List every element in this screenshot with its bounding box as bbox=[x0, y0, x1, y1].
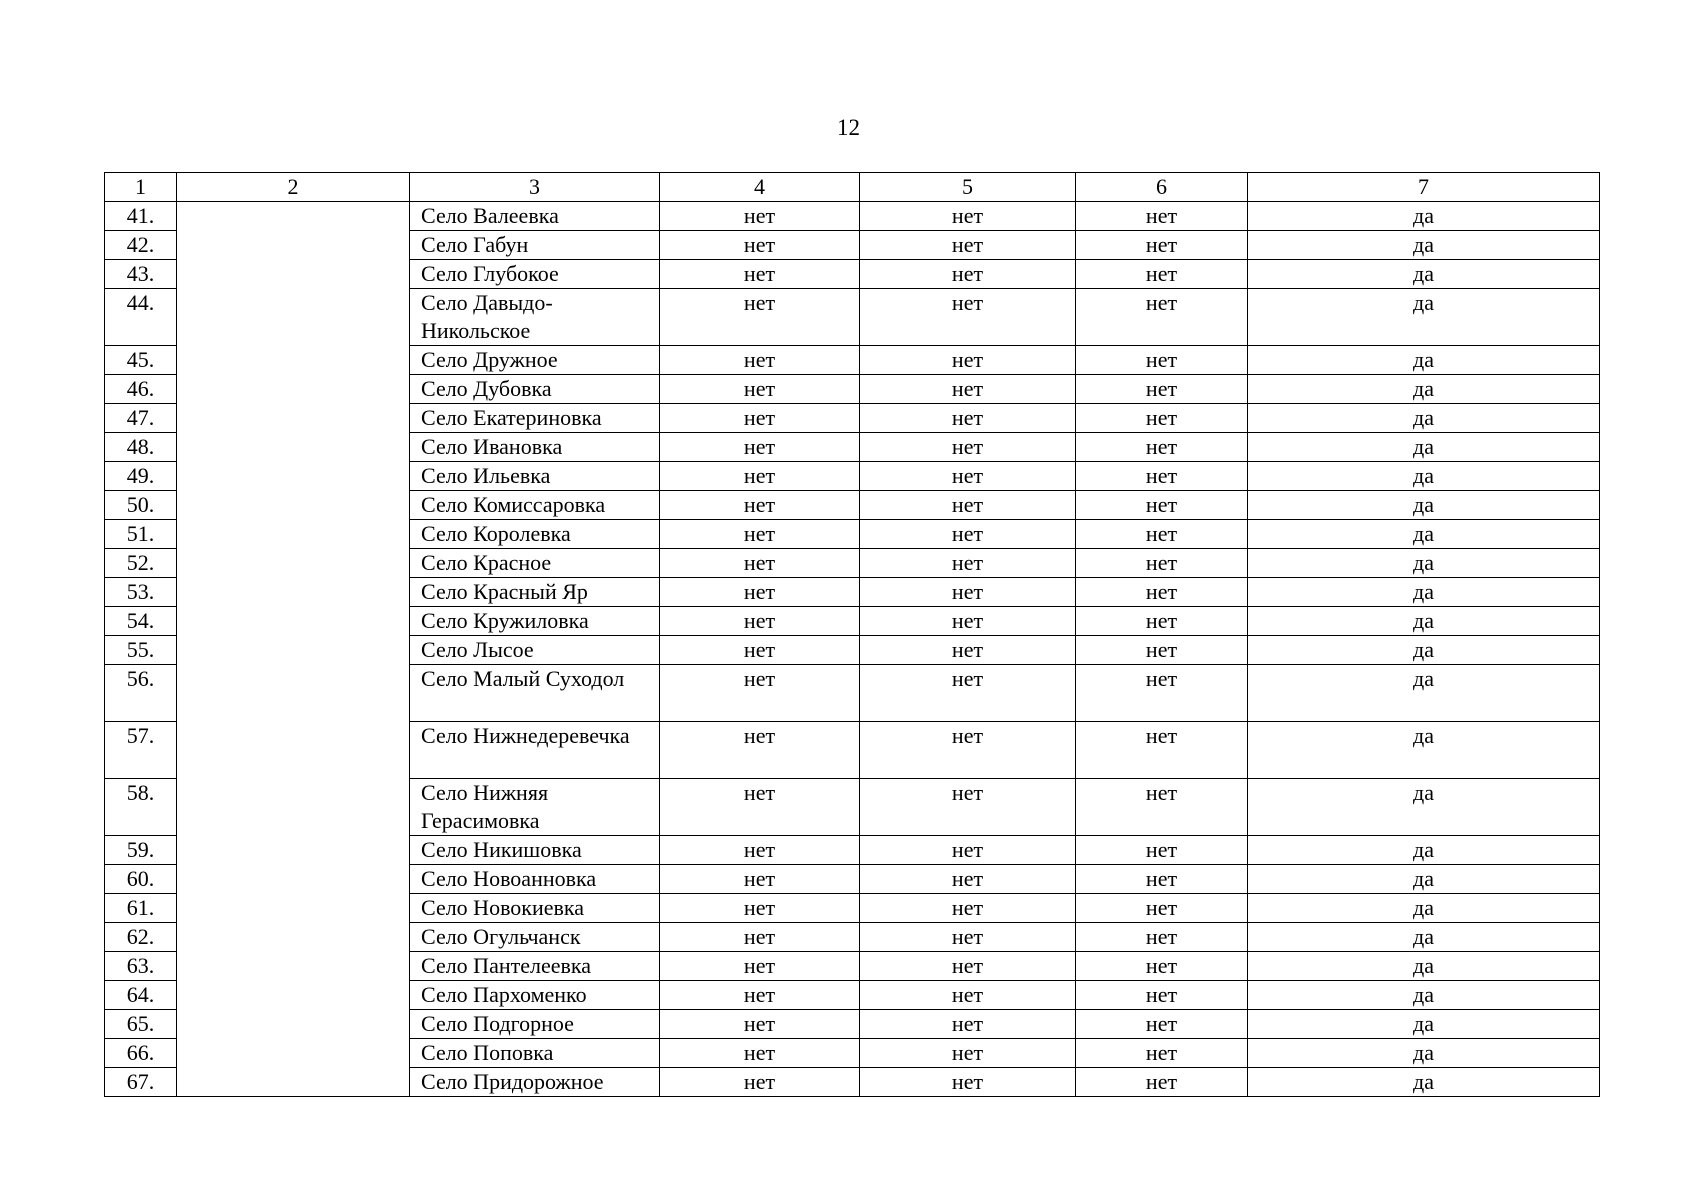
column-6-cell: нет bbox=[1076, 433, 1248, 462]
column-6-cell: нет bbox=[1076, 636, 1248, 665]
settlement-name-cell: Село Дубовка bbox=[410, 375, 660, 404]
column-4-cell: нет bbox=[660, 491, 860, 520]
column-5-cell: нет bbox=[860, 260, 1076, 289]
settlement-name-cell: Село Лысое bbox=[410, 636, 660, 665]
header-col-3: 3 bbox=[410, 173, 660, 202]
settlement-name-cell: Село Дружное bbox=[410, 346, 660, 375]
column-6-cell: нет bbox=[1076, 231, 1248, 260]
settlement-name-cell: Село Придорожное bbox=[410, 1068, 660, 1097]
column-5-cell: нет bbox=[860, 636, 1076, 665]
column-7-cell: да bbox=[1248, 491, 1600, 520]
settlement-name-cell: Село Комиссаровка bbox=[410, 491, 660, 520]
column-6-cell: нет bbox=[1076, 549, 1248, 578]
column-6-cell: нет bbox=[1076, 865, 1248, 894]
column-6-cell: нет bbox=[1076, 346, 1248, 375]
column-4-cell: нет bbox=[660, 578, 860, 607]
settlement-name-cell: Село Ивановка bbox=[410, 433, 660, 462]
column-7-cell: да bbox=[1248, 636, 1600, 665]
header-col-1: 1 bbox=[105, 173, 177, 202]
header-col-6: 6 bbox=[1076, 173, 1248, 202]
settlement-name-cell: Село Ильевка bbox=[410, 462, 660, 491]
settlement-name-cell: Село Подгорное bbox=[410, 1010, 660, 1039]
column-4-cell: нет bbox=[660, 665, 860, 722]
row-number-cell: 43. bbox=[105, 260, 177, 289]
column-4-cell: нет bbox=[660, 433, 860, 462]
column-5-cell: нет bbox=[860, 865, 1076, 894]
column-5-cell: нет bbox=[860, 779, 1076, 836]
column-5-cell: нет bbox=[860, 520, 1076, 549]
row-number-cell: 47. bbox=[105, 404, 177, 433]
column-5-cell: нет bbox=[860, 404, 1076, 433]
column-7-cell: да bbox=[1248, 231, 1600, 260]
column-6-cell: нет bbox=[1076, 722, 1248, 779]
column-4-cell: нет bbox=[660, 231, 860, 260]
column-5-cell: нет bbox=[860, 952, 1076, 981]
column-6-cell: нет bbox=[1076, 520, 1248, 549]
column-7-cell: да bbox=[1248, 202, 1600, 231]
column-4-cell: нет bbox=[660, 1039, 860, 1068]
row-number-cell: 41. bbox=[105, 202, 177, 231]
column-7-cell: да bbox=[1248, 520, 1600, 549]
column-6-cell: нет bbox=[1076, 779, 1248, 836]
row-number-cell: 58. bbox=[105, 779, 177, 836]
settlement-name-cell: Село Пархоменко bbox=[410, 981, 660, 1010]
column-4-cell: нет bbox=[660, 202, 860, 231]
column-7-cell: да bbox=[1248, 1039, 1600, 1068]
column-6-cell: нет bbox=[1076, 607, 1248, 636]
column-6-cell: нет bbox=[1076, 202, 1248, 231]
column-6-cell: нет bbox=[1076, 981, 1248, 1010]
column-7-cell: да bbox=[1248, 260, 1600, 289]
column-7-cell: да bbox=[1248, 289, 1600, 346]
row-number-cell: 56. bbox=[105, 665, 177, 722]
table-body bbox=[105, 202, 1600, 1097]
column-5-cell: нет bbox=[860, 1010, 1076, 1039]
row-number-cell: 66. bbox=[105, 1039, 177, 1068]
settlement-name-cell: Село Екатериновка bbox=[410, 404, 660, 433]
column-5-cell: нет bbox=[860, 462, 1076, 491]
column-4-cell: нет bbox=[660, 404, 860, 433]
row-number-cell: 65. bbox=[105, 1010, 177, 1039]
column-6-cell: нет bbox=[1076, 952, 1248, 981]
column-4-cell: нет bbox=[660, 894, 860, 923]
row-number-cell: 48. bbox=[105, 433, 177, 462]
column-4-cell: нет bbox=[660, 779, 860, 836]
column-5-cell: нет bbox=[860, 433, 1076, 462]
row-number-cell: 60. bbox=[105, 865, 177, 894]
column-4-cell: нет bbox=[660, 636, 860, 665]
column-7-cell: да bbox=[1248, 952, 1600, 981]
settlement-name-cell: Село Габун bbox=[410, 231, 660, 260]
settlement-name-cell: Село Давыдо-Никольское bbox=[410, 289, 660, 346]
column-7-cell: да bbox=[1248, 981, 1600, 1010]
column-7-cell: да bbox=[1248, 865, 1600, 894]
column-4-cell: нет bbox=[660, 865, 860, 894]
column-6-cell: нет bbox=[1076, 1010, 1248, 1039]
settlement-name-cell: Село Малый Суходол bbox=[410, 665, 660, 722]
column-6-cell: нет bbox=[1076, 260, 1248, 289]
column-6-cell: нет bbox=[1076, 665, 1248, 722]
column-5-cell: нет bbox=[860, 836, 1076, 865]
column-5-cell: нет bbox=[860, 1068, 1076, 1097]
row-number-cell: 52. bbox=[105, 549, 177, 578]
column-5-cell: нет bbox=[860, 722, 1076, 779]
column-5-cell: нет bbox=[860, 1039, 1076, 1068]
column-5-cell: нет bbox=[860, 981, 1076, 1010]
column-6-cell: нет bbox=[1076, 923, 1248, 952]
column-5-cell: нет bbox=[860, 491, 1076, 520]
column-7-cell: да bbox=[1248, 549, 1600, 578]
row-number-cell: 54. bbox=[105, 607, 177, 636]
column-4-cell: нет bbox=[660, 260, 860, 289]
settlements-table bbox=[104, 172, 1600, 1097]
column-7-cell: да bbox=[1248, 894, 1600, 923]
settlement-name-cell: Село Огульчанск bbox=[410, 923, 660, 952]
column-5-cell: нет bbox=[860, 578, 1076, 607]
settlement-name-cell: Село Нижнедеревечка bbox=[410, 722, 660, 779]
column-5-cell: нет bbox=[860, 346, 1076, 375]
column-5-cell: нет bbox=[860, 289, 1076, 346]
column-4-cell: нет bbox=[660, 836, 860, 865]
column-5-cell: нет bbox=[860, 375, 1076, 404]
row-number-cell: 53. bbox=[105, 578, 177, 607]
column-7-cell: да bbox=[1248, 404, 1600, 433]
column-4-cell: нет bbox=[660, 1010, 860, 1039]
column-4-cell: нет bbox=[660, 923, 860, 952]
row-number-cell: 61. bbox=[105, 894, 177, 923]
column-5-cell: нет bbox=[860, 549, 1076, 578]
settlement-name-cell: Село Поповка bbox=[410, 1039, 660, 1068]
row-number-cell: 46. bbox=[105, 375, 177, 404]
row-number-cell: 57. bbox=[105, 722, 177, 779]
row-number-cell: 64. bbox=[105, 981, 177, 1010]
column-4-cell: нет bbox=[660, 1068, 860, 1097]
row-number-cell: 50. bbox=[105, 491, 177, 520]
column-6-cell: нет bbox=[1076, 1039, 1248, 1068]
settlement-name-cell: Село Красное bbox=[410, 549, 660, 578]
column-6-cell: нет bbox=[1076, 462, 1248, 491]
settlement-name-cell: Село Королевка bbox=[410, 520, 660, 549]
column-7-cell: да bbox=[1248, 578, 1600, 607]
column-2-merged-cell bbox=[177, 202, 410, 1097]
settlement-name-cell: Село Валеевка bbox=[410, 202, 660, 231]
column-6-cell: нет bbox=[1076, 836, 1248, 865]
column-7-cell: да bbox=[1248, 779, 1600, 836]
column-4-cell: нет bbox=[660, 289, 860, 346]
header-col-7: 7 bbox=[1248, 173, 1600, 202]
column-7-cell: да bbox=[1248, 346, 1600, 375]
column-5-cell: нет bbox=[860, 231, 1076, 260]
column-7-cell: да bbox=[1248, 722, 1600, 779]
row-number-cell: 49. bbox=[105, 462, 177, 491]
table-row bbox=[105, 202, 1600, 231]
column-5-cell: нет bbox=[860, 665, 1076, 722]
column-7-cell: да bbox=[1248, 1010, 1600, 1039]
column-4-cell: нет bbox=[660, 375, 860, 404]
column-6-cell: нет bbox=[1076, 289, 1248, 346]
header-col-4: 4 bbox=[660, 173, 860, 202]
column-7-cell: да bbox=[1248, 836, 1600, 865]
row-number-cell: 59. bbox=[105, 836, 177, 865]
settlement-name-cell: Село Красный Яр bbox=[410, 578, 660, 607]
page-number: 12 bbox=[837, 115, 860, 140]
row-number-cell: 45. bbox=[105, 346, 177, 375]
column-4-cell: нет bbox=[660, 549, 860, 578]
column-4-cell: нет bbox=[660, 722, 860, 779]
column-4-cell: нет bbox=[660, 607, 860, 636]
column-7-cell: да bbox=[1248, 607, 1600, 636]
column-6-cell: нет bbox=[1076, 491, 1248, 520]
row-number-cell: 63. bbox=[105, 952, 177, 981]
row-number-cell: 67. bbox=[105, 1068, 177, 1097]
row-number-cell: 62. bbox=[105, 923, 177, 952]
column-7-cell: да bbox=[1248, 375, 1600, 404]
settlement-name-cell: Село Пантелеевка bbox=[410, 952, 660, 981]
settlement-name-cell: Село Глубокое bbox=[410, 260, 660, 289]
settlement-name-cell: Село Новоанновка bbox=[410, 865, 660, 894]
column-5-cell: нет bbox=[860, 923, 1076, 952]
settlement-name-cell: Село Кружиловка bbox=[410, 607, 660, 636]
column-4-cell: нет bbox=[660, 346, 860, 375]
row-number-cell: 51. bbox=[105, 520, 177, 549]
column-6-cell: нет bbox=[1076, 375, 1248, 404]
column-5-cell: нет bbox=[860, 894, 1076, 923]
header-col-2: 2 bbox=[177, 173, 410, 202]
column-7-cell: да bbox=[1248, 1068, 1600, 1097]
column-4-cell: нет bbox=[660, 462, 860, 491]
column-7-cell: да bbox=[1248, 462, 1600, 491]
column-4-cell: нет bbox=[660, 520, 860, 549]
header-col-5: 5 bbox=[860, 173, 1076, 202]
column-4-cell: нет bbox=[660, 952, 860, 981]
column-6-cell: нет bbox=[1076, 404, 1248, 433]
table-header-row bbox=[105, 173, 1600, 202]
settlement-name-cell: Село Никишовка bbox=[410, 836, 660, 865]
column-5-cell: нет bbox=[860, 202, 1076, 231]
column-6-cell: нет bbox=[1076, 1068, 1248, 1097]
column-4-cell: нет bbox=[660, 981, 860, 1010]
column-6-cell: нет bbox=[1076, 894, 1248, 923]
row-number-cell: 55. bbox=[105, 636, 177, 665]
row-number-cell: 44. bbox=[105, 289, 177, 346]
settlement-name-cell: Село Новокиевка bbox=[410, 894, 660, 923]
settlement-name-cell: Село Нижняя Герасимовка bbox=[410, 779, 660, 836]
column-5-cell: нет bbox=[860, 607, 1076, 636]
column-7-cell: да bbox=[1248, 665, 1600, 722]
column-7-cell: да bbox=[1248, 923, 1600, 952]
row-number-cell: 42. bbox=[105, 231, 177, 260]
column-6-cell: нет bbox=[1076, 578, 1248, 607]
column-7-cell: да bbox=[1248, 433, 1600, 462]
